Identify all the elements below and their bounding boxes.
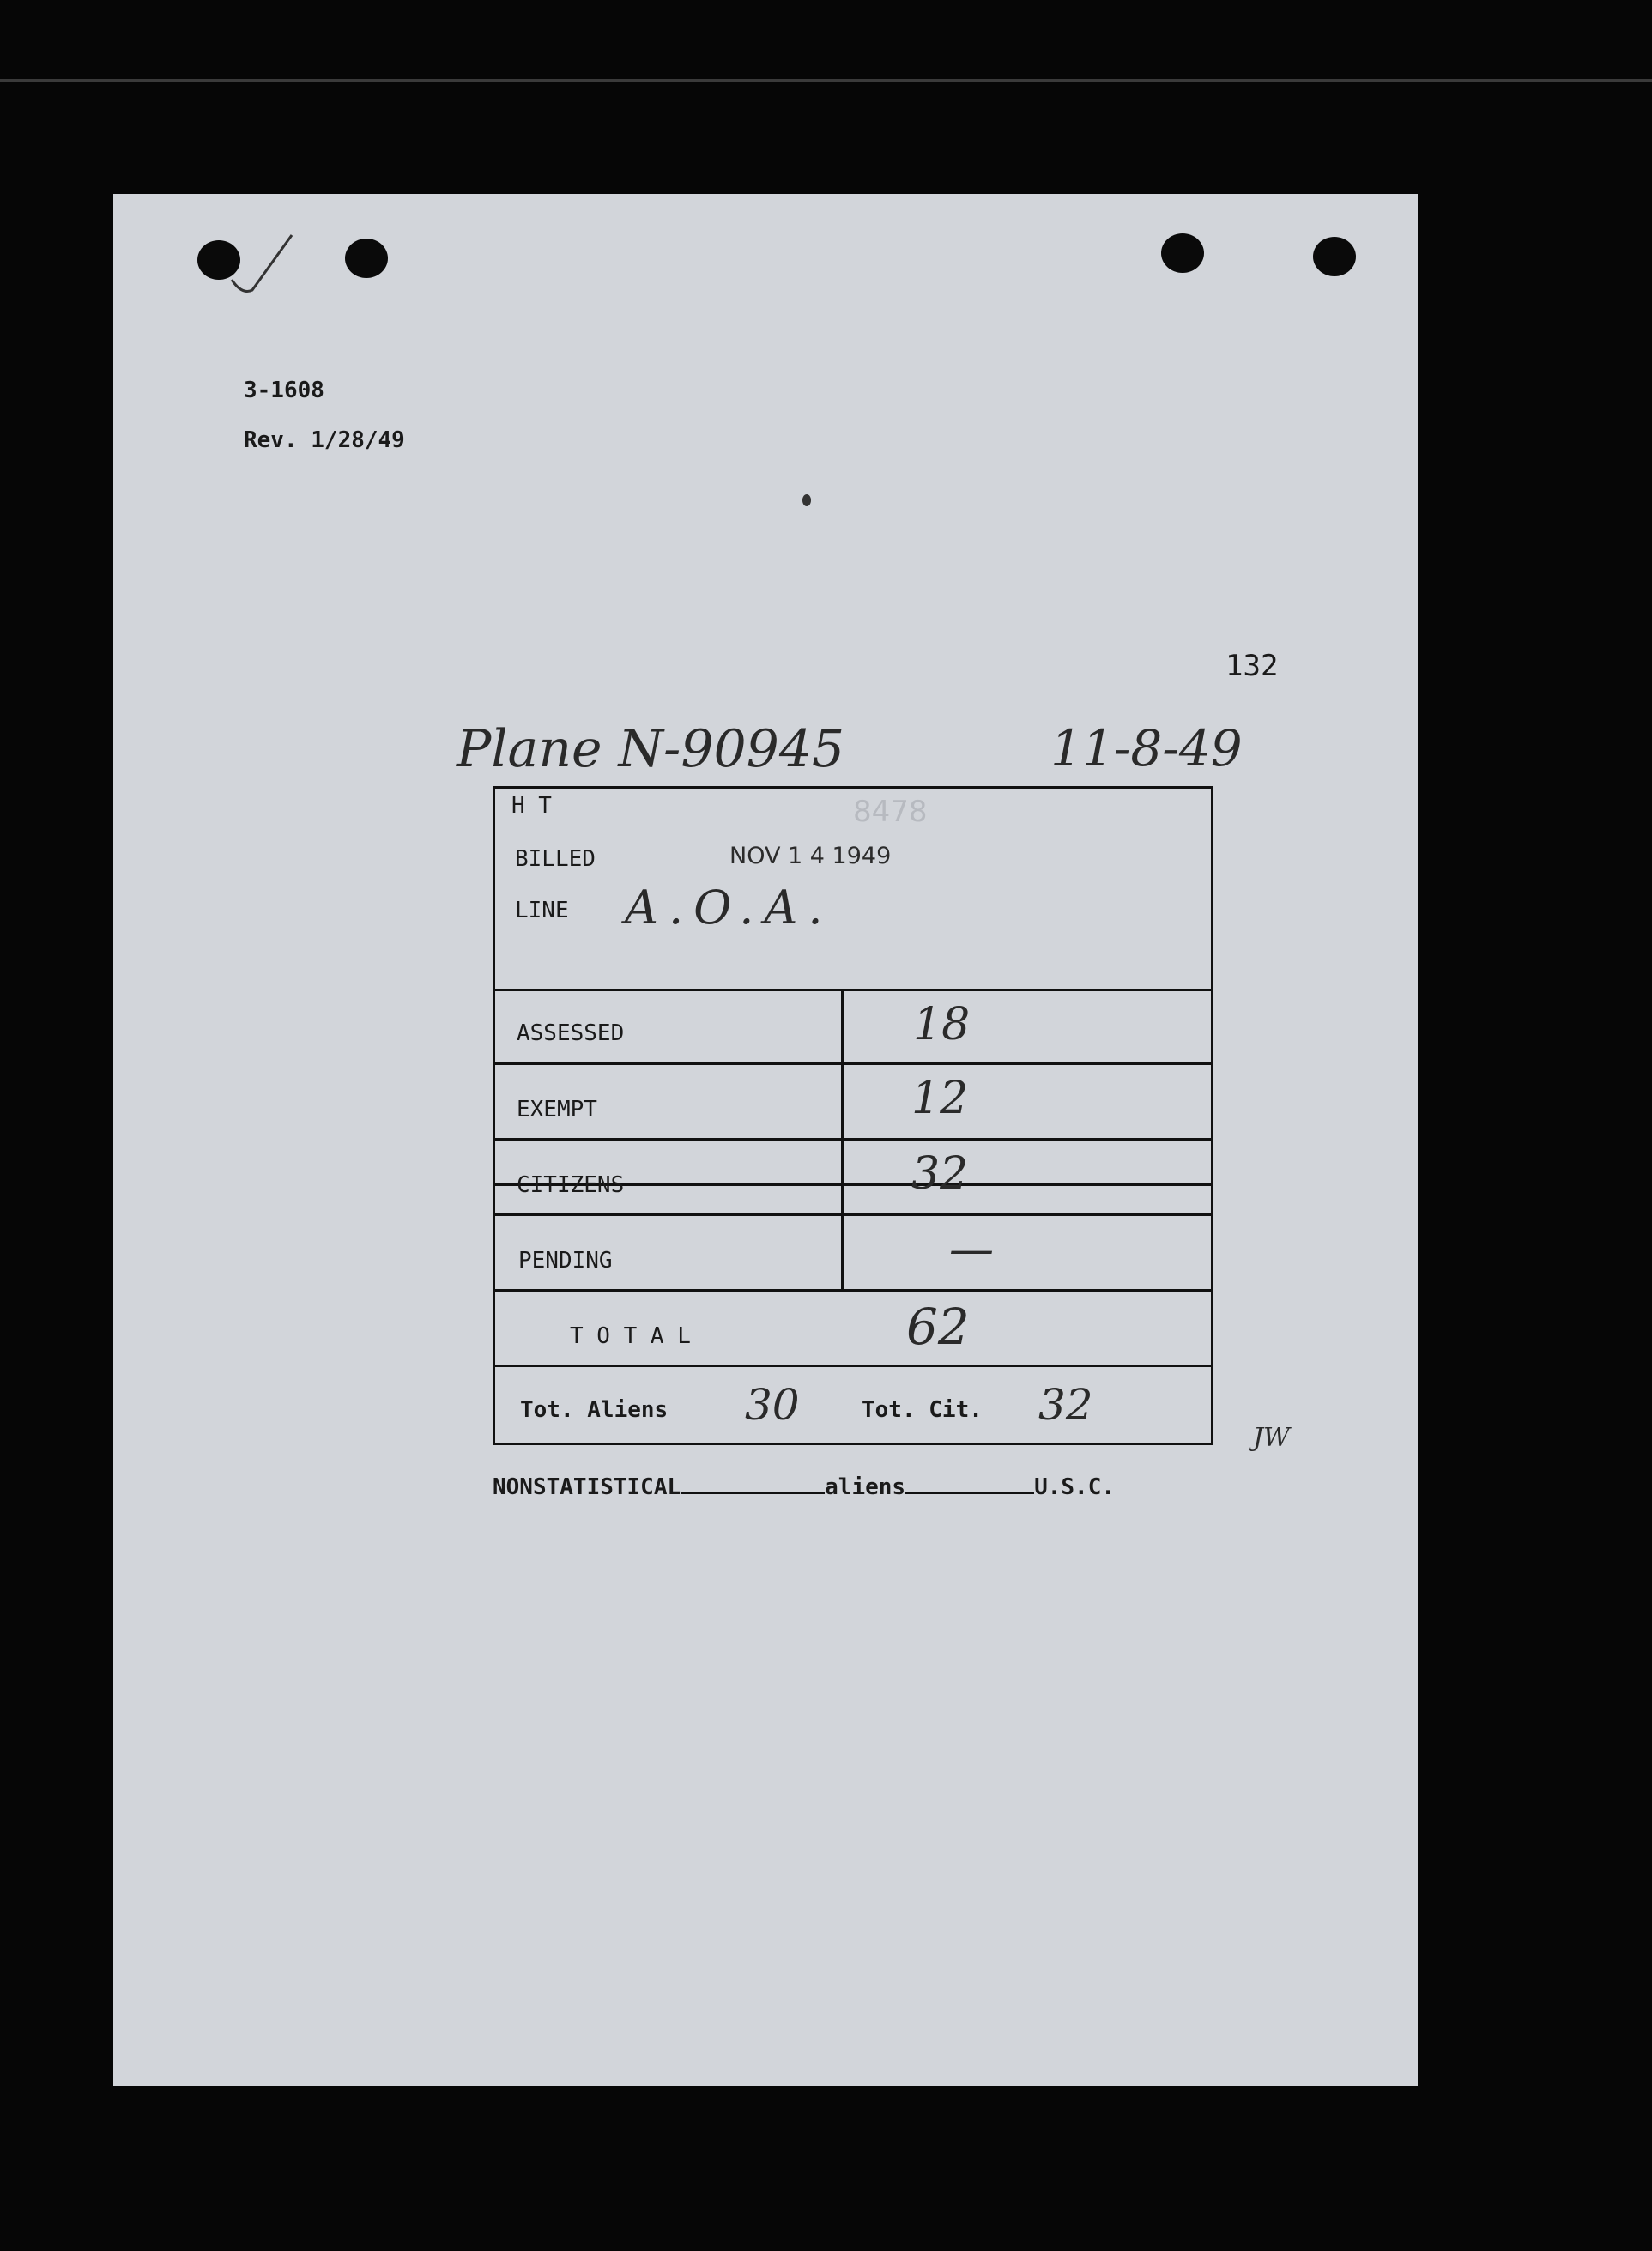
row-divider: [493, 1365, 1213, 1367]
citizens-label: CITIZENS: [517, 1172, 625, 1198]
ht-label: H T: [511, 793, 552, 819]
punch-hole-2: [345, 239, 388, 278]
scan-top-edge: [0, 79, 1652, 82]
citizens-value: 32: [911, 1148, 969, 1200]
ink-speck: [802, 494, 811, 506]
reviewer-initials: JW: [1253, 1423, 1290, 1453]
assessed-value: 18: [913, 999, 971, 1050]
nonstatistical-label: NONSTATISTICAL: [493, 1474, 681, 1500]
billed-label: BILLED: [515, 846, 596, 872]
nonstatistical-aliens-label: aliens: [825, 1474, 906, 1500]
total-label: T O T A L: [570, 1323, 691, 1349]
row-divider: [493, 1062, 1213, 1065]
line-label: LINE: [515, 898, 569, 923]
pending-label: PENDING: [518, 1248, 613, 1274]
form-revision: Rev. 1/28/49: [244, 427, 405, 453]
nonstatistical-usc-label: U.S.C.: [1034, 1474, 1115, 1500]
total-value: 62: [906, 1298, 970, 1356]
tot-aliens-value: 30: [745, 1380, 800, 1430]
row-divider: [493, 1213, 1213, 1216]
check-mark-icon: [225, 228, 302, 306]
line-value: A.O.A.: [625, 880, 833, 935]
page-number: 132: [1225, 649, 1279, 683]
nonstatistical-aliens-blank: [681, 1492, 825, 1494]
punch-hole-3: [1161, 233, 1204, 273]
row-divider: [493, 1289, 1213, 1292]
counts-table: [493, 989, 1213, 1445]
plane-number: Plane N-90945: [457, 719, 845, 779]
ht-number: 8478: [853, 795, 928, 829]
pending-value: —: [949, 1224, 994, 1275]
nonstatistical-usc-blank: [905, 1492, 1034, 1494]
assessed-label: ASSESSED: [517, 1020, 625, 1046]
punch-hole-4: [1313, 237, 1356, 276]
form-number: 3-1608: [244, 378, 324, 403]
exempt-label: EXEMPT: [517, 1097, 597, 1122]
row-divider: [493, 1138, 1213, 1141]
nonstatistical-line: [493, 1474, 1115, 1500]
document-page: [113, 194, 1418, 2086]
tot-cit-label: Tot. Cit.: [862, 1397, 983, 1423]
tot-cit-value: 32: [1038, 1380, 1093, 1430]
exempt-value: 12: [911, 1073, 969, 1124]
tot-aliens-label: Tot. Aliens: [520, 1397, 669, 1423]
billed-date-stamp: NOV 1 4 1949: [729, 843, 892, 869]
column-divider: [841, 989, 844, 1291]
arrival-date: 11-8-49: [1050, 719, 1243, 778]
